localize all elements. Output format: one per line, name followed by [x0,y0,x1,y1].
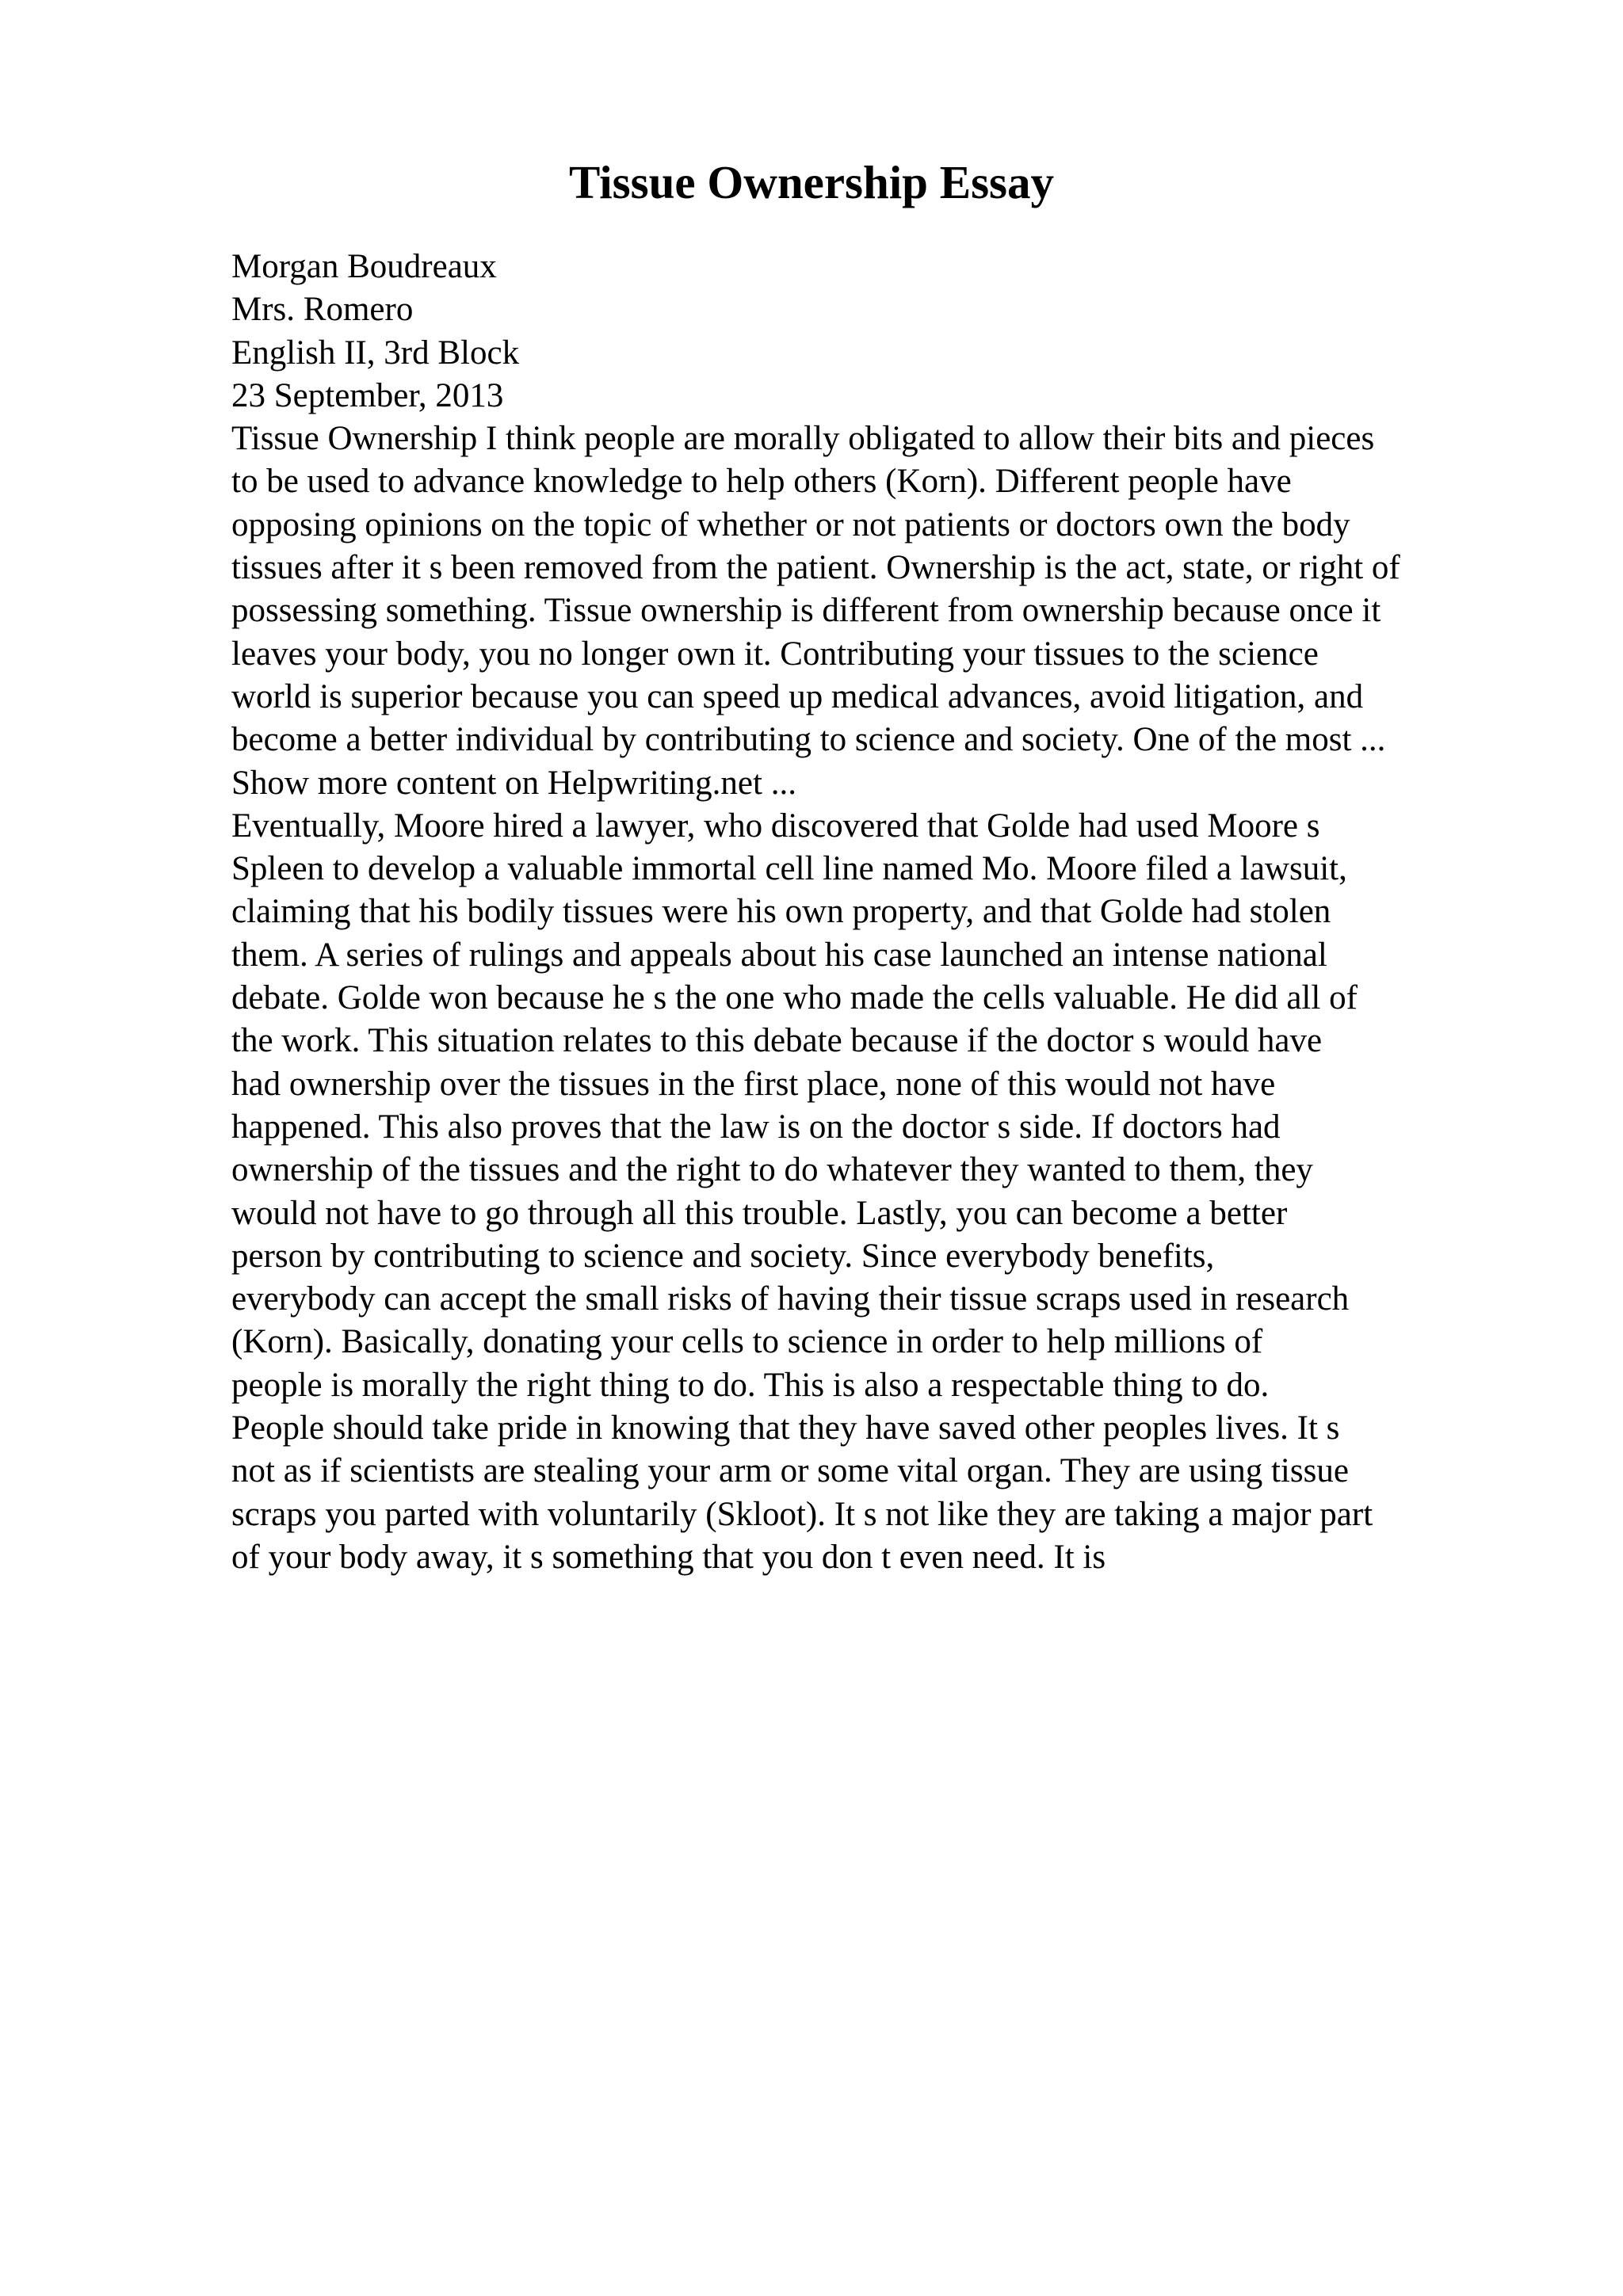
author-name: Morgan Boudreaux [231,248,497,285]
document-body [231,246,1579,1579]
text-line: world is superior because you can speed up medical advances, avoid litigation, and [231,677,1364,715]
text-line: opposing opinions on the topic of whether or not patients or doctors own the body [231,505,1350,543]
text-line: people is morally the right thing to do. This is also a respectable thing to do. [231,1366,1270,1404]
text-line: of your body away, it s something that you don t even need. It is [231,1538,1106,1576]
text-line: had ownership over the tissues in the first place, none of this would not have [231,1065,1276,1103]
course-name: English II, 3rd Block [231,334,520,372]
text-line: tissues after it s been removed from the patient. Ownership is the act, state, or right of [231,549,1400,587]
text-line: become a better individual by contributing to science and society. One of the most ... [231,721,1386,759]
text-line: the work. This situation relates to this debate because if the doctor s would have [231,1022,1323,1060]
essay-date: 23 September, 2013 [231,376,504,414]
text-line: happened. This also proves that the law is on the doctor s side. If doctors had [231,1108,1281,1146]
text-line: ownership of the tissues and the right to do whatever they wanted to them, they [231,1151,1313,1189]
text-line: not as if scientists are stealing your arm or some vital organ. They are using tissue [231,1452,1349,1490]
text-line: People should take pride in knowing that they have saved other peoples lives. It s [231,1409,1340,1447]
text-line: leaves your body, you no longer own it. Contributing your tissues to the science [231,635,1319,673]
text-line: debate. Golde won because he s the one who made the cells valuable. He did all of [231,979,1358,1017]
show-more-link[interactable]: Show more content on Helpwriting.net ... [231,764,796,802]
teacher-name: Mrs. Romero [231,291,414,329]
text-line: claiming that his bodily tissues were his own property, and that Golde had stolen [231,893,1331,931]
text-line: Tissue Ownership I think people are morally obligated to allow their bits and pieces [231,420,1375,458]
text-line: possessing something. Tissue ownership is different from ownership because once it [231,592,1381,630]
text-line: them. A series of rulings and appeals about his case launched an intense national [231,936,1327,974]
text-line: to be used to advance knowledge to help others (Korn). Different people have [231,463,1292,501]
document-title: Tissue Ownership Essay [568,156,1055,208]
text-line: everybody can accept the small risks of having their tissue scraps used in research [231,1280,1350,1318]
text-line: person by contributing to science and society. Since everybody benefits, [231,1237,1215,1275]
text-line: scraps you parted with voluntarily (Skloot). It s not like they are taking a major part [231,1495,1373,1533]
text-line: Eventually, Moore hired a lawyer, who discovered that Golde had used Moore s [231,807,1320,845]
text-line: (Korn). Basically, donating your cells to science in order to help millions of [231,1323,1263,1361]
text-line: Spleen to develop a valuable immortal cell line named Mo. Moore filed a lawsuit, [231,850,1347,888]
text-line: would not have to go through all this trouble. Lastly, you can become a better [231,1194,1288,1232]
